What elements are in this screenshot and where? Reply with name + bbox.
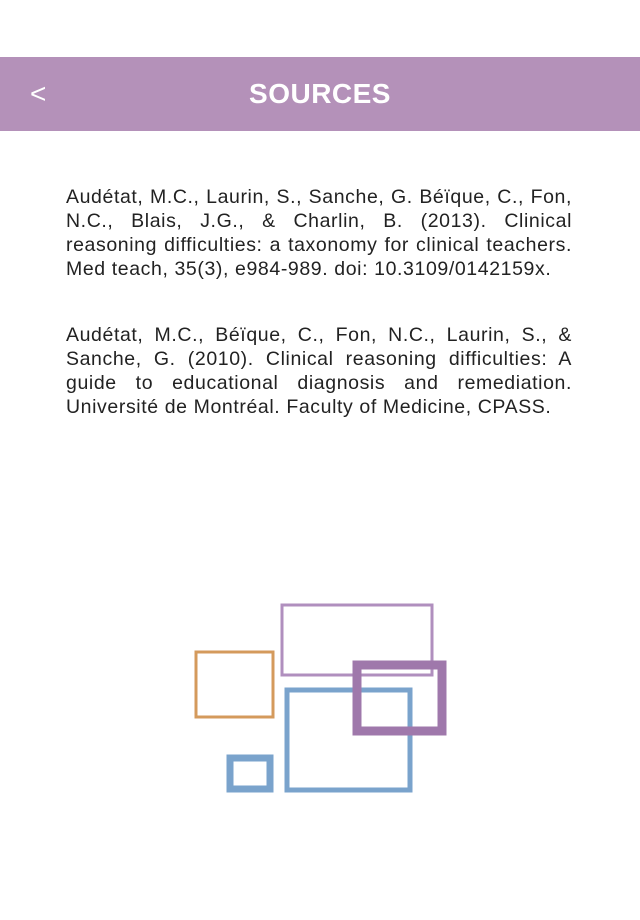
top-navigation-bar xyxy=(0,57,640,131)
sources-list xyxy=(66,185,572,461)
source-reference-2: Audétat, M.C., Béïque, C., Fon, N.C., Laurin, S., & Sanche, G. (2010). Clinical reasoning difficulties: A guide to educational diagnosis and remediation. Université de Montréal. Faculty of Medicine, CPASS. xyxy=(66,324,572,418)
page-title: SOURCES xyxy=(249,78,391,109)
source-reference-1: Audétat, M.C., Laurin, S., Sanche, G. Béïque, C., Fon, N.C., Blais, J.G., & Charlin, B. (2013). Clinical reasoning difficulties: a taxonomy for clinical teachers. Med teach, 35(3), e984-989. doi: 10.3109/0142159x. xyxy=(66,186,572,280)
logo-square-blue-large xyxy=(287,690,410,790)
logo-square-orange xyxy=(196,652,273,717)
logo-square-blue-small xyxy=(230,758,270,789)
back-button[interactable]: < xyxy=(30,78,47,109)
app-logo-squares xyxy=(194,603,450,795)
